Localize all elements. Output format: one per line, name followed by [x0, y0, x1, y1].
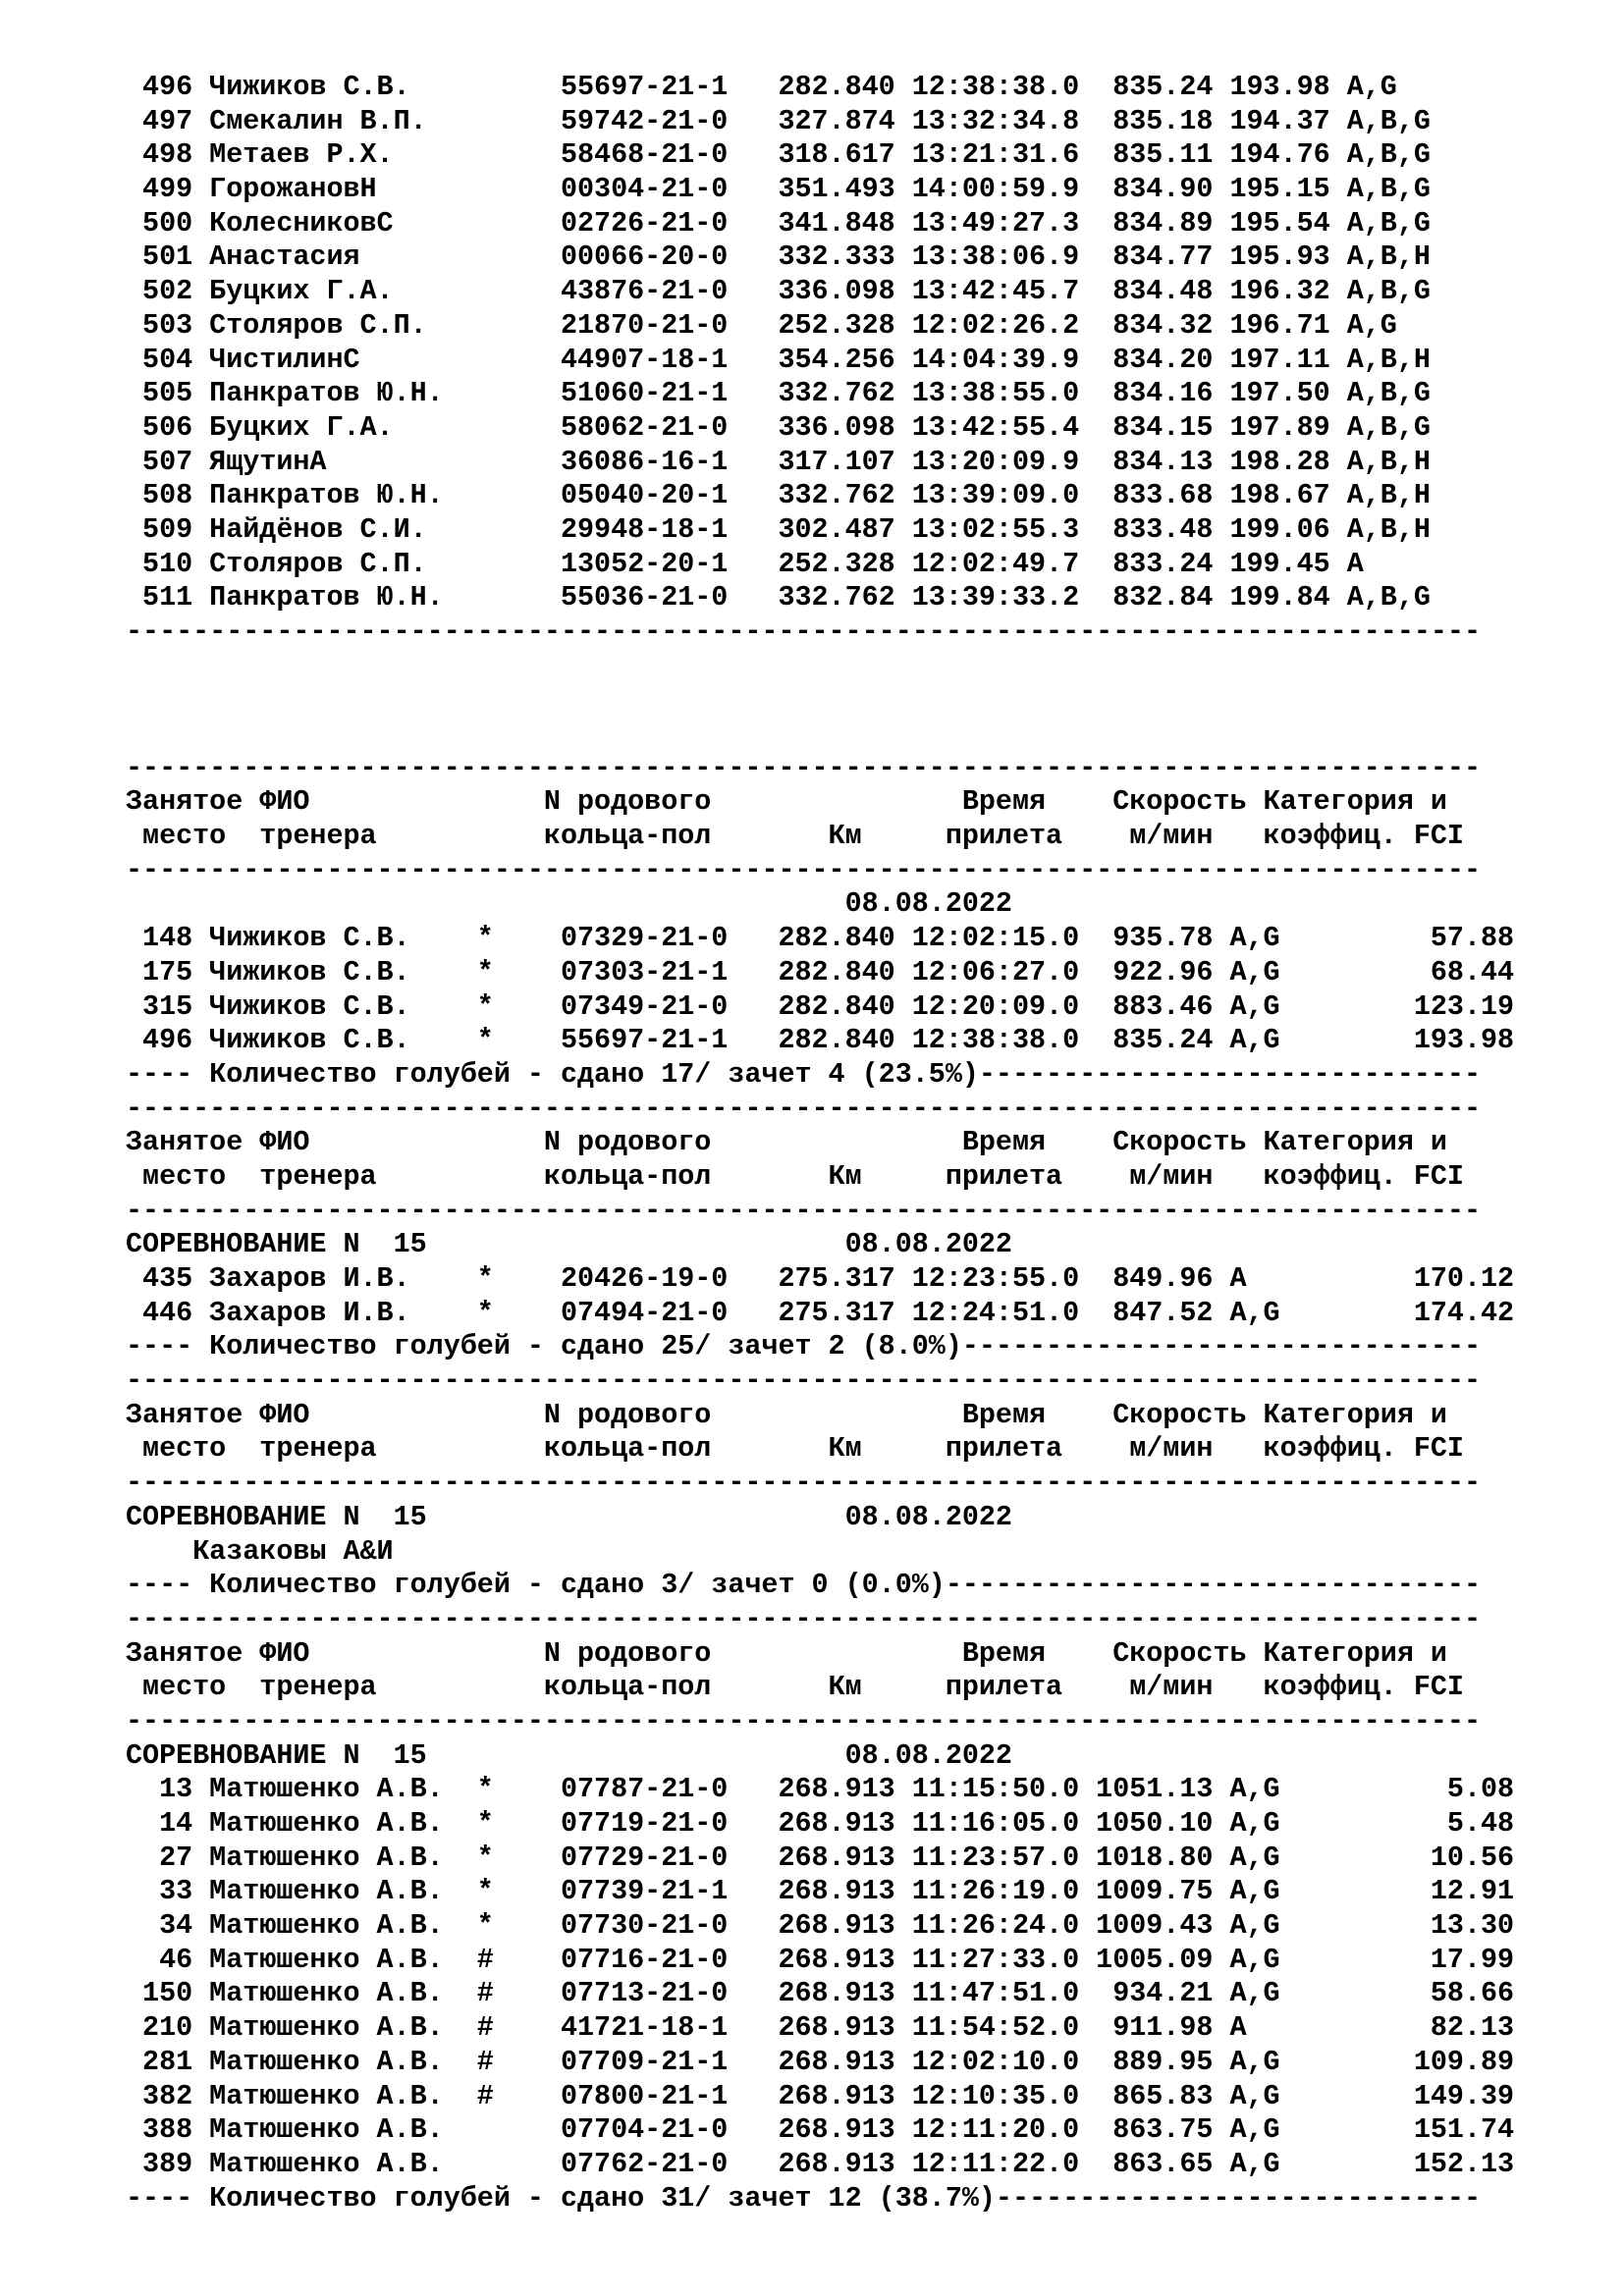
table-row: 446 Захаров И.В. * 07494-21-0 275.317 12:24:51.0 847.52 A,G 174.42: [126, 1296, 1515, 1329]
table-row: 511 Панкратов Ю.Н. 55036-21-0 332.762 13:39:33.2 832.84 199.84 A,B,G: [126, 581, 1431, 614]
table-row: 148 Чижиков С.В. * 07329-21-0 282.840 12:02:15.0 935.78 A,G 57.88: [126, 922, 1515, 955]
table-row: 175 Чижиков С.В. * 07303-21-1 282.840 12:06:27.0 922.96 A,G 68.44: [126, 955, 1515, 988]
table-row: 509 Найдёнов С.И. 29948-18-1 302.487 13:02:55.3 833.48 199.06 A,B,H: [126, 512, 1431, 546]
table-row: 505 Панкратов Ю.Н. 51060-21-1 332.762 13:38:55.0 834.16 197.50 A,B,G: [126, 377, 1431, 410]
table-row: 14 Матюшенко А.В. * 07719-21-0 268.913 11:16:05.0 1050.10 A,G 5.48: [126, 1807, 1515, 1840]
table-row: 33 Матюшенко А.В. * 07739-21-1 268.913 11:26:19.0 1009.75 A,G 12.91: [126, 1875, 1515, 1908]
table-row: 27 Матюшенко А.В. * 07729-21-0 268.913 11:23:57.0 1018.80 A,G 10.56: [126, 1841, 1515, 1874]
section-summary: ---- Количество голубей - сдано 17/ зачет 4 (23.5%)------------------------------: [126, 1057, 1482, 1091]
section-summary: ---- Количество голубей - сдано 3/ зачет 0 (0.0%)--------------------------------: [126, 1569, 1482, 1602]
column-header-row: место тренера кольца-пол Км прилета м/мин коэффиц. FCI: [126, 1671, 1464, 1704]
section-summary: ---- Количество голубей - сдано 25/ зачет 2 (8.0%)-------------------------------: [126, 1330, 1482, 1363]
column-header-row: Занятое ФИО N родового Время Скорость Категория и: [126, 1636, 1447, 1670]
column-header-row: место тренера кольца-пол Км прилета м/мин коэффиц. FCI: [126, 1159, 1464, 1193]
column-header-row: место тренера кольца-пол Км прилета м/мин коэффиц. FCI: [126, 1432, 1464, 1466]
table-row: 496 Чижиков С.В. 55697-21-1 282.840 12:38:38.0 835.24 193.98 A,G: [126, 71, 1397, 103]
table-row: 281 Матюшенко А.В. # 07709-21-1 268.913 12:02:10.0 889.95 A,G 109.89: [126, 2045, 1515, 2078]
table-row: 498 Метаев Р.Х. 58468-21-0 318.617 13:21:31.6 835.11 194.76 A,B,G: [126, 138, 1431, 172]
table-row: 46 Матюшенко А.В. # 07716-21-0 268.913 11:27:33.0 1005.09 A,G 17.99: [126, 1943, 1515, 1976]
table-row: 507 ЯщутинА 36086-16-1 317.107 13:20:09.9 834.13 198.28 A,B,H: [126, 445, 1431, 478]
table-row: 34 Матюшенко А.В. * 07730-21-0 268.913 11:26:24.0 1009.43 A,G 13.30: [126, 1909, 1515, 1943]
table-row: 210 Матюшенко А.В. # 41721-18-1 268.913 11:54:52.0 911.98 A 82.13: [126, 2011, 1515, 2045]
divider-line: ---------------------------------------------------------------------------------: [126, 751, 1482, 784]
table-row: 496 Чижиков С.В. * 55697-21-1 282.840 12:38:38.0 835.24 A,G 193.98: [126, 1024, 1515, 1057]
divider-line: ---------------------------------------------------------------------------------: [126, 1704, 1482, 1737]
table-row: 501 Анастасия 00066-20-0 332.333 13:38:06.9 834.77 195.93 A,B,H: [126, 240, 1431, 274]
table-row: 503 Столяров С.П. 21870-21-0 252.328 12:02:26.2 834.32 196.71 A,G: [126, 308, 1397, 342]
section-gap: [126, 650, 1598, 752]
divider-line: ---------------------------------------------------------------------------------: [126, 615, 1482, 648]
table-row: 510 Столяров С.П. 13052-20-1 252.328 12:02:49.7 833.24 199.45 A: [126, 547, 1364, 580]
section-summary: ---- Количество голубей - сдано 31/ зачет 12 (38.7%)-----------------------------: [126, 2181, 1482, 2215]
owner-name: Казаковы А&И: [126, 1534, 394, 1568]
table-row: 315 Чижиков С.В. * 07349-21-0 282.840 12:20:09.0 883.46 A,G 123.19: [126, 989, 1515, 1023]
table-row: 435 Захаров И.В. * 20426-19-0 275.317 12:23:55.0 849.96 A 170.12: [126, 1262, 1515, 1295]
competition-title: СОРЕВНОВАНИЕ N 15 08.08.2022: [126, 1500, 1012, 1533]
table-row: 382 Матюшенко А.В. # 07800-21-1 268.913 12:10:35.0 865.83 A,G 149.39: [126, 2079, 1515, 2112]
table-row: 506 Буцких Г.А. 58062-21-0 336.098 13:42:55.4 834.15 197.89 A,B,G: [126, 410, 1431, 444]
divider-line: ---------------------------------------------------------------------------------: [126, 1364, 1482, 1398]
competition-title: СОРЕВНОВАНИЕ N 15 08.08.2022: [126, 1228, 1012, 1261]
table-row: 13 Матюшенко А.В. * 07787-21-0 268.913 11:15:50.0 1051.13 A,G 5.08: [126, 1773, 1515, 1806]
competition-title: СОРЕВНОВАНИЕ N 15 08.08.2022: [126, 1738, 1012, 1772]
column-header-row: место тренера кольца-пол Км прилета м/мин коэффиц. FCI: [126, 820, 1464, 853]
table-row: 389 Матюшенко А.В. 07762-21-0 268.913 12:11:22.0 863.65 A,G 152.13: [126, 2147, 1515, 2180]
competition-title: 08.08.2022: [126, 887, 1012, 921]
divider-line: ---------------------------------------------------------------------------------: [126, 1194, 1482, 1227]
table-row: 150 Матюшенко А.В. # 07713-21-0 268.913 11:47:51.0 934.21 A,G 58.66: [126, 1977, 1515, 2010]
report-page: [126, 71, 1598, 2216]
table-row: 502 Буцких Г.А. 43876-21-0 336.098 13:42:45.7 834.48 196.32 A,B,G: [126, 275, 1431, 308]
column-header-row: Занятое ФИО N родового Время Скорость Категория и: [126, 1398, 1447, 1431]
table-row: 497 Смекалин В.П. 59742-21-0 327.874 13:32:34.8 835.18 194.37 A,B,G: [126, 104, 1431, 137]
column-header-row: Занятое ФИО N родового Время Скорость Категория и: [126, 1126, 1447, 1159]
table-row: 500 КолесниковС 02726-21-0 341.848 13:49:27.3 834.89 195.54 A,B,G: [126, 206, 1431, 240]
divider-line: ---------------------------------------------------------------------------------: [126, 1092, 1482, 1125]
divider-line: ---------------------------------------------------------------------------------: [126, 1467, 1482, 1500]
column-header-row: Занятое ФИО N родового Время Скорость Категория и: [126, 785, 1447, 819]
table-row: 499 ГорожановН 00304-21-0 351.493 14:00:59.9 834.90 195.15 A,B,G: [126, 173, 1431, 206]
divider-line: ---------------------------------------------------------------------------------: [126, 1602, 1482, 1635]
divider-line: ---------------------------------------------------------------------------------: [126, 853, 1482, 886]
table-row: 508 Панкратов Ю.Н. 05040-20-1 332.762 13:39:09.0 833.68 198.67 A,B,H: [126, 479, 1431, 512]
table-row: 504 ЧистилинС 44907-18-1 354.256 14:04:39.9 834.20 197.11 A,B,H: [126, 343, 1431, 376]
table-row: 388 Матюшенко А.В. 07704-21-0 268.913 12:11:20.0 863.75 A,G 151.74: [126, 2113, 1515, 2147]
